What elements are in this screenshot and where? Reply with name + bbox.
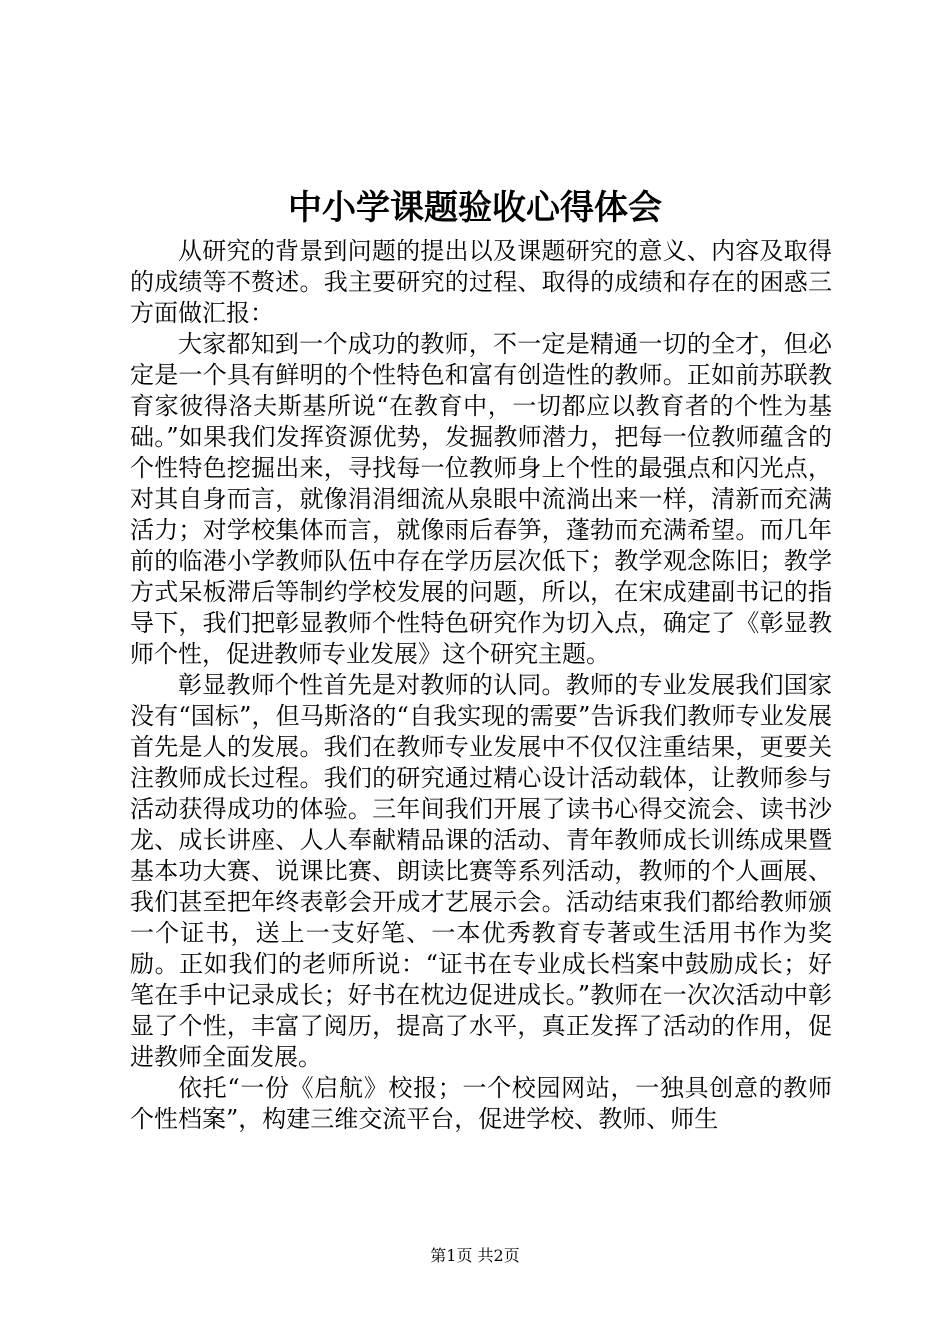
paragraph: 从研究的背景到问题的提出以及课题研究的意义、内容及取得的成绩等不赘述。我主要研究的过程、取得的成绩和存在的困惑三方面做汇报： [130, 237, 832, 327]
paragraph: 依托“一份《启航》校报；一个校园网站，一独具创意的教师个性档案”，构建三维交流平台，促进学校、教师、师生 [130, 1074, 832, 1133]
page-footer: 第1页 共2页 [430, 1246, 520, 1265]
document-title: 中小学课题验收心得体会 [288, 188, 662, 228]
document-body [130, 236, 832, 1135]
paragraph: 大家都知到一个成功的教师，不一定是精通一切的全才，但必定是一个具有鲜明的个性特色和富有创造性的教师。正如前苏联教育家彼得洛夫斯基所说“在教育中，一切都应以教育者的个性为基础。”如果我们发挥资源优势，发掘教师潜力，把每一位教师蕴含的个性特色挖掘出来，寻找每一位教师身上个性的最强点和闪光点，对其自身而言，就像涓涓细流从泉眼中流淌出来一样，清新而充满活力；对学校集体而言，就像雨后春笋，蓬勃而充满希望。而几年前的临港小学教师队伍中存在学历层次低下；教学观念陈旧；教学方式呆板滞后等制约学校发展的问题，所以，在宋成建副书记的指导下，我们把彰显教师个性特色研究作为切入点，确定了《彰显教师个性，促进教师专业发展》这个研究主题。 [130, 330, 832, 668]
paragraph: 彰显教师个性首先是对教师的认同。教师的专业发展我们国家没有“国标”，但马斯洛的“自我实现的需要”告诉我们教师专业发展首先是人的发展。我们在教师专业发展中不仅仅注重结果，更要关注教师成长过程。我们的研究通过精心设计活动载体，让教师参与活动获得成功的体验。三年间我们开展了读书心得交流会、读书沙龙、成长讲座、人人奉献精品课的活动、青年教师成长训练成果暨基本功大赛、说课比赛、朗读比赛等系列活动，教师的个人画展、我们甚至把年终表彰会开成才艺展示会。活动结束我们都给教师颁一个证书，送上一支好笔、一本优秀教育专著或生活用书作为奖励。正如我们的老师所说：“证书在专业成长档案中鼓励成长；好笔在手中记录成长；好书在枕边促进成长。”教师在一次次活动中彰显了个性，丰富了阅历，提高了水平，真正发挥了活动的作用，促进教师全面发展。 [130, 671, 832, 1071]
